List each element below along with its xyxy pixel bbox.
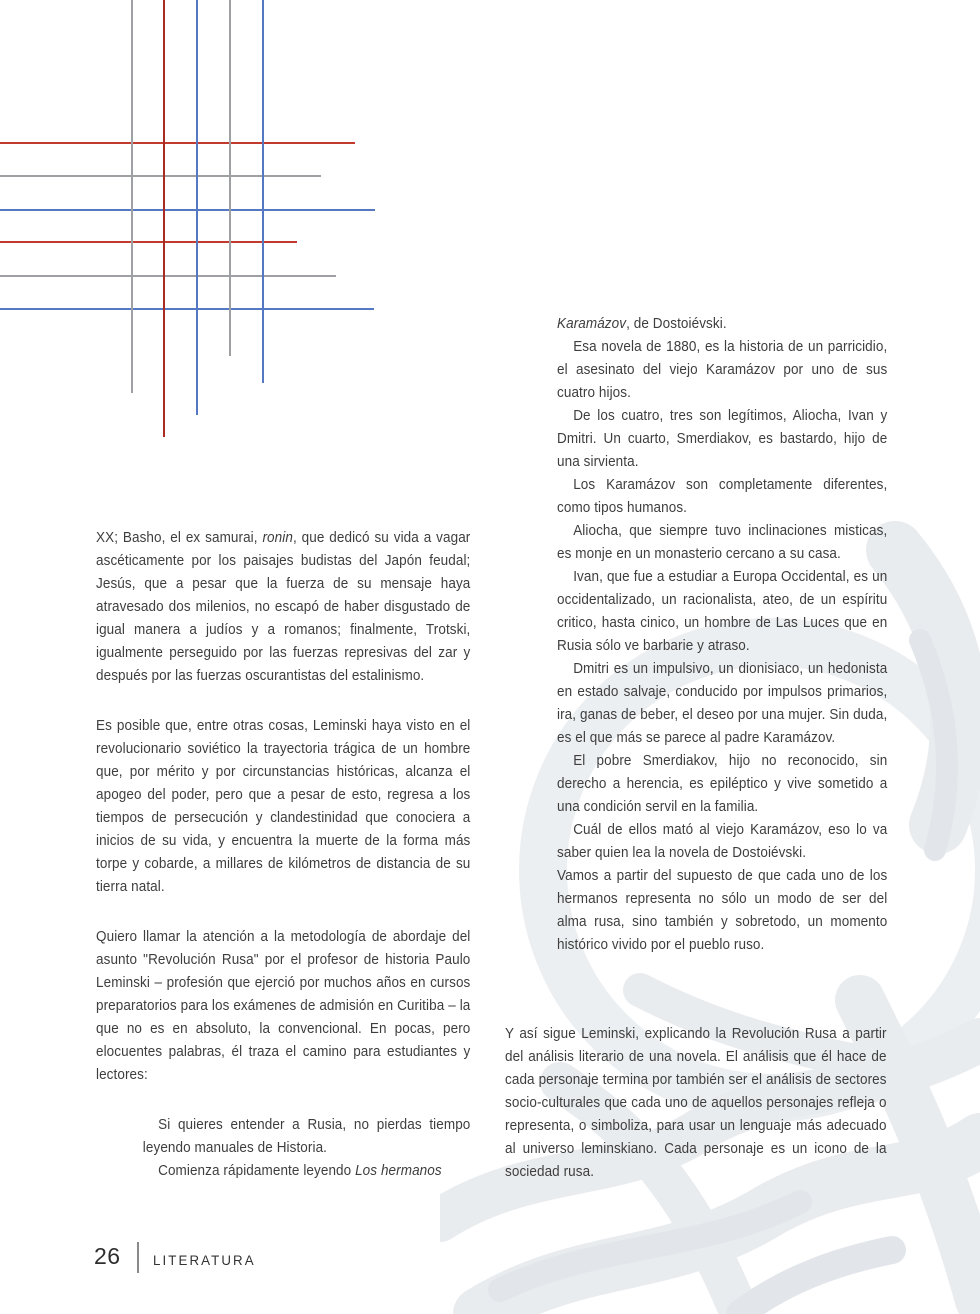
deco-line-horizontal-red-1	[0, 142, 355, 144]
body-paragraph: XX; Basho, el ex samurai, ronin, que dedicó su vida a vagar ascéticamente por los paisajes budistas del Japón feudal; Jesús, que a pesar que la fuerza de su mensaje haya atravesado dos milenios, no escapó de haber disgustado de igual manera a judíos y a romanos; finalmente, Trotski, igualmente perseguido por las fuerzas represivas del zar y después por las fuerzas oscurantistas del estalinismo.	[96, 529, 471, 684]
deco-line-horizontal-blue-1	[0, 209, 375, 211]
body-paragraph: Vamos a partir del supuesto de que cada uno de los hermanos representa no sólo un modo de ser del alma rusa, sino también y sobretodo, un momento histórico vivido por el pueblo ruso.	[557, 867, 888, 953]
body-paragraph: De los cuatro, tres son legítimos, Aliocha, Ivan y Dmitri. Un cuarto, Smerdiakov, es bastardo, hijo de una sirvienta.	[557, 407, 888, 470]
body-paragraph: Ivan, que fue a estudiar a Europa Occidental, es un occidentalizado, un racionalista, ateo, de un espíritu critico, hasta cinico, un hombre de Las Luces que en Rusia sólo ve barbarie y atraso.	[557, 568, 888, 654]
body-paragraph: Aliocha, que siempre tuvo inclinaciones misticas, es monje en un monasterio cercano a su casa.	[557, 522, 888, 562]
body-paragraph: Dmitri es un impulsivo, un dionisiaco, un hedonista en estado salvaje, conducido por impulsos primarios, ira, ganas de beber, el deseo por una mujer. Sin duda, es el que más se parece al padre Karamázov.	[557, 660, 888, 746]
footer-divider	[137, 1242, 139, 1273]
body-paragraph: Quiero llamar la atención a la metodología de abordaje del asunto "Revolución Rusa" por el profesor de historia Paulo Leminski – profesión que ejerció por muchos años en cursos preparatorios para los exámenes de admisión en Curitiba – la que no es en absoluto, la convencional. En pocas, pero elocuentes palabras, él traza el camino para estudiantes y lectores:	[96, 928, 471, 1083]
body-paragraph: El pobre Smerdiakov, hijo no reconocido, sin derecho a herencia, es epiléptico y vive sometido a una condición servil en la familia.	[557, 752, 888, 815]
closing-paragraph-block	[505, 1022, 887, 1183]
body-paragraph: Karamázov, de Dostoiévski.	[557, 315, 727, 332]
body-paragraph: Es posible que, entre otras cosas, Leminski haya visto en el revolucionario soviético la trayectoria trágica de un hombre que, por mérito y por circunstancias históricas, alcanza el apogeo del poder, pero que a pesar de esto, regresa a los tiempos de persecución y clandestinidad que conociera a inicios de su vida, y encuentra la muerte de la forma más torpe y cobarde, a millares de kilómetros de distancia de su tierra natal.	[96, 717, 471, 895]
page-number: 26	[94, 1243, 121, 1269]
deco-line-horizontal-gray-2	[0, 275, 336, 277]
left-text-column	[96, 526, 470, 1182]
quote-paragraph: Si quieres entender a Rusia, no pierdas tiempo leyendo manuales de Historia.	[142, 1116, 471, 1156]
body-paragraph: Los Karamázov son completamente diferentes, como tipos humanos.	[557, 476, 888, 516]
body-paragraph: Cuál de ellos mató al viejo Karamázov, eso lo va saber quien lea la novela de Dostoiévski.	[557, 821, 888, 861]
deco-line-horizontal-blue-2	[0, 308, 374, 310]
body-paragraph: Esa novela de 1880, es la historia de un parricidio, el asesinato del viejo Karamázov por uno de sus cuatro hijos.	[557, 338, 888, 401]
block-quote	[143, 1113, 471, 1182]
deco-line-vertical-blue-1	[196, 0, 198, 415]
right-text-column	[557, 312, 887, 956]
deco-line-horizontal-gray-1	[0, 175, 321, 177]
deco-line-vertical-gray-2	[229, 0, 231, 356]
section-label: LITERATURA	[153, 1252, 256, 1268]
deco-line-vertical-gray-1	[131, 0, 133, 393]
deco-line-horizontal-red-2	[0, 241, 297, 243]
deco-line-vertical-red-1	[163, 0, 165, 437]
quote-paragraph: Comienza rápidamente leyendo Los hermanos	[158, 1162, 442, 1179]
closing-paragraph: Y así sigue Leminski, explicando la Revolución Rusa a partir del análisis literario de una novela. El análisis que él hace de cada personaje termina por también ser el análisis de sectores socio-culturales que cada uno de aquellos personajes refleja o representa, o simboliza, para usar un lenguaje más adecuado al universo leminskiano. Cada personaje es un icono de la sociedad rusa.	[505, 1025, 887, 1180]
deco-line-vertical-blue-2	[262, 0, 264, 383]
